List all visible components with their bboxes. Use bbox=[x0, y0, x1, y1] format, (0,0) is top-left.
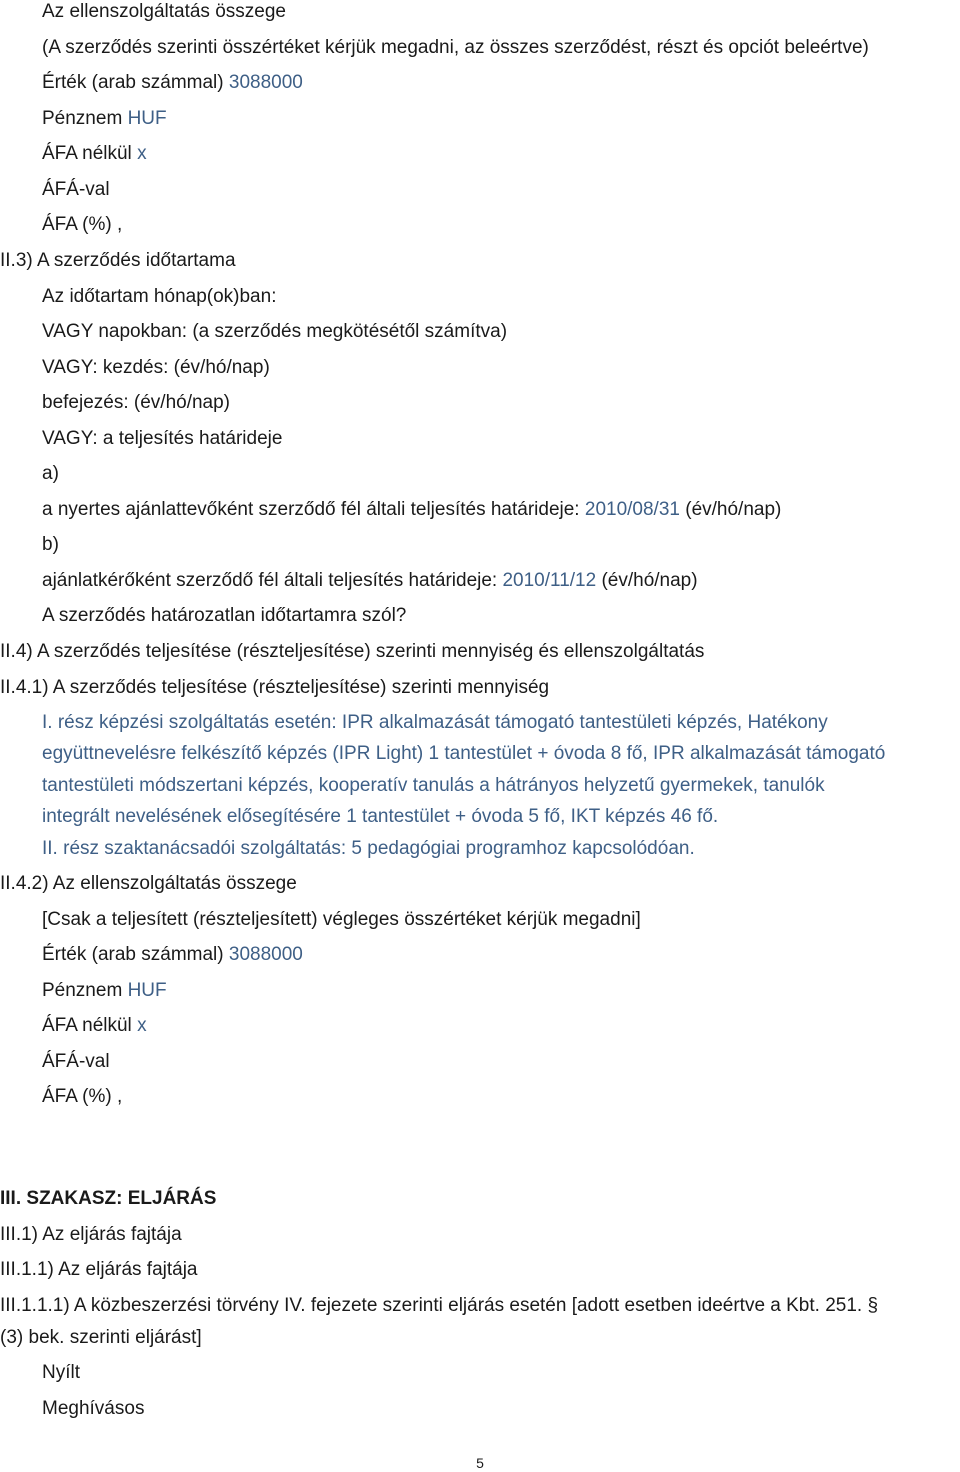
value-label: Érték (arab számmal) bbox=[42, 72, 224, 93]
item-a-text: a nyertes ajánlattevőként szerződő fél általi teljesítés határideje: bbox=[42, 499, 580, 520]
item-b-text: ajánlatkérőként szerződő fél általi teljesítés határideje: bbox=[42, 570, 498, 591]
currency2-row bbox=[42, 979, 167, 1003]
quantity-desc-line: II. rész szaktanácsadói szolgáltatás: 5 pedagógiai programhoz kapcsolódóan. bbox=[42, 838, 695, 859]
duration-deadline: VAGY: a teljesítés határideje bbox=[42, 428, 283, 449]
item-b-suffix: (év/hó/nap) bbox=[601, 570, 698, 591]
vat-excluded-label: ÁFA nélkül bbox=[42, 143, 132, 164]
vat-percent-label: ÁFA (%) , bbox=[42, 214, 123, 235]
quantity-desc-line: integrált nevelésének elősegítésére 1 tantestület + óvoda 5 fő, IKT képzés 46 fő. bbox=[42, 806, 719, 827]
value2-label: Érték (arab számmal) bbox=[42, 944, 224, 965]
procedure-option-invited: Meghívásos bbox=[42, 1398, 145, 1419]
item-b-marker: b) bbox=[42, 534, 59, 555]
consideration-heading: Az ellenszolgáltatás összege bbox=[42, 1, 286, 22]
vat2-excluded-mark: x bbox=[137, 1015, 147, 1036]
consideration2-heading: II.4.2) Az ellenszolgáltatás összege bbox=[0, 873, 297, 894]
currency-value: HUF bbox=[127, 108, 167, 129]
procedure-h2: III.1.1) Az eljárás fajtája bbox=[0, 1259, 198, 1280]
vat-included-label: ÁFÁ-val bbox=[42, 179, 110, 200]
procedure-h3-line1: III.1.1.1) A közbeszerzési törvény IV. fejezete szerinti eljárás esetén [adott esetben ideértve a Kbt. 251. § bbox=[0, 1295, 879, 1316]
item-a-suffix: (év/hó/nap) bbox=[685, 499, 782, 520]
quantity-desc-line: tantestületi módszertani képzés, kooperatív tanulás a hátrányos helyzetű gyermekek, tanulók bbox=[42, 775, 825, 796]
vat-excluded-mark: x bbox=[137, 143, 147, 164]
vat2-excluded-row bbox=[42, 1014, 147, 1038]
indefinite-question: A szerződés határozatlan időtartamra szól? bbox=[42, 605, 407, 626]
currency2-label: Pénznem bbox=[42, 980, 123, 1001]
item-b-date: 2010/11/12 bbox=[502, 570, 597, 591]
duration-start: VAGY: kezdés: (év/hó/nap) bbox=[42, 357, 270, 378]
currency2-value: HUF bbox=[127, 980, 167, 1001]
page-number: 5 bbox=[476, 1455, 484, 1471]
section-title: III. SZAKASZ: ELJÁRÁS bbox=[0, 1188, 217, 1209]
item-a-date: 2010/08/31 bbox=[584, 499, 680, 520]
quantity-desc-line: I. rész képzési szolgáltatás esetén: IPR alkalmazását támogató tantestületi képzés, Hatékony bbox=[42, 712, 828, 733]
currency-label: Pénznem bbox=[42, 108, 123, 129]
duration-end: befejezés: (év/hó/nap) bbox=[42, 392, 231, 413]
duration-days: VAGY napokban: (a szerződés megkötésétől számítva) bbox=[42, 321, 508, 342]
consideration2-note: [Csak a teljesített (részteljesített) végleges összértéket kérjük megadni] bbox=[42, 909, 641, 930]
duration-heading: II.3) A szerződés időtartama bbox=[0, 250, 236, 271]
item-a-row bbox=[42, 498, 781, 522]
currency-row bbox=[42, 107, 167, 131]
procedure-h3-line2: (3) bek. szerinti eljárást] bbox=[0, 1327, 202, 1348]
consideration-instruction: (A szerződés szerinti összértéket kérjük megadni, az összes szerződést, részt és opciót beleértve) bbox=[42, 37, 869, 58]
quantity-desc-line: együttnevelésre felkészítő képzés (IPR Light) 1 tantestület + óvoda 8 fő, IPR alkalmazását támogató bbox=[42, 743, 886, 764]
quantity-heading: II.4) A szerződés teljesítése (részteljesítése) szerinti mennyiség és ellenszolgáltatás bbox=[0, 641, 705, 662]
vat2-percent-label: ÁFA (%) , bbox=[42, 1086, 123, 1107]
procedure-option-open: Nyílt bbox=[42, 1362, 80, 1383]
value-amount: 3088000 bbox=[228, 72, 303, 93]
vat2-excluded-label: ÁFA nélkül bbox=[42, 1015, 132, 1036]
value2-row bbox=[42, 943, 303, 967]
item-a-marker: a) bbox=[42, 463, 59, 484]
value2-amount: 3088000 bbox=[228, 944, 303, 965]
item-b-row bbox=[42, 569, 698, 593]
quantity-subheading: II.4.1) A szerződés teljesítése (részteljesítése) szerinti mennyiség bbox=[0, 677, 550, 698]
value-row bbox=[42, 71, 303, 95]
vat2-included-label: ÁFÁ-val bbox=[42, 1051, 110, 1072]
procedure-h1: III.1) Az eljárás fajtája bbox=[0, 1224, 182, 1245]
duration-months: Az időtartam hónap(ok)ban: bbox=[42, 286, 277, 307]
vat-excluded-row bbox=[42, 142, 147, 166]
